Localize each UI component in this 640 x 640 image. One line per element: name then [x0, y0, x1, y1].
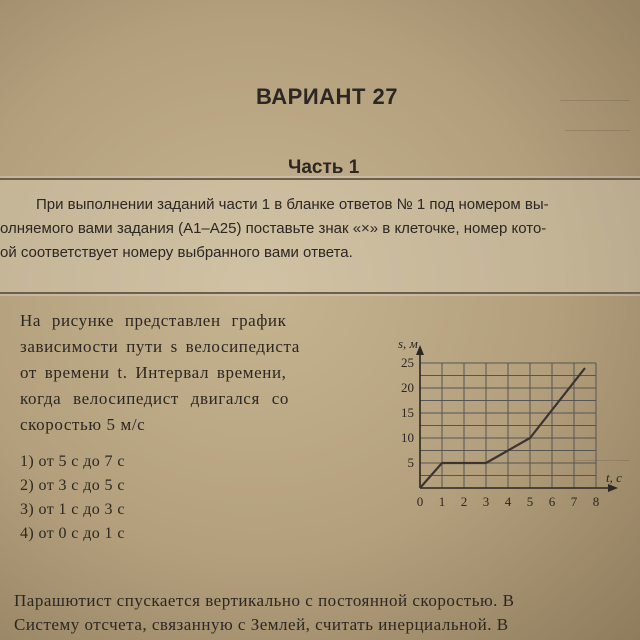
y-tick-label: 10 [401, 430, 414, 445]
x-tick-label: 6 [548, 494, 556, 509]
x-tick-label: 0 [416, 494, 424, 509]
x-tick-label: 4 [504, 494, 512, 509]
x-tick-label: 8 [592, 494, 600, 509]
answer-option-3: 3) от 1 с до 3 с [20, 501, 125, 518]
variant-title: ВАРИАНТ 27 [256, 84, 398, 109]
faint-bleed-through-2 [565, 130, 630, 131]
answer-option-4: 4) от 0 с до 1 с [20, 525, 125, 542]
instructions-line-1: При выполнении заданий части 1 в бланке ответов № 1 под номером вы- [36, 196, 549, 213]
x-tick-label: 2 [460, 494, 468, 509]
path-time-graph [380, 328, 630, 528]
graph-series [420, 368, 585, 488]
instructions-bottom-rule [0, 292, 640, 294]
question-line-5: скоростью 5 м/с [20, 415, 146, 434]
y-tick-label: 20 [401, 380, 414, 395]
y-tick-label: 5 [407, 455, 414, 470]
faint-bleed-through-3 [575, 460, 630, 461]
faint-bleed-through-1 [560, 100, 630, 101]
graph-grid [420, 363, 596, 488]
graph-ticks [401, 355, 599, 509]
x-tick-label: 5 [526, 494, 534, 509]
question-line-4: когда велосипедист двигался со [20, 389, 289, 408]
instructions-box [0, 176, 640, 296]
y-tick-label: 25 [401, 355, 414, 370]
series-line [420, 368, 585, 488]
answer-option-1: 1) от 5 с до 7 с [20, 453, 125, 470]
x-tick-label: 1 [438, 494, 446, 509]
part-title: Часть 1 [288, 157, 360, 178]
graph-axes [416, 345, 618, 492]
answer-option-2: 2) от 3 с до 5 с [20, 477, 125, 494]
question-line-2: зависимости пути s велосипедиста [20, 337, 300, 356]
instructions-line-2: олняемого вами задания (А1–А25) поставьте знак «×» в клеточке, номер кото- [0, 220, 547, 237]
instructions-top-rule [0, 178, 640, 180]
x-axis-label: t, с [606, 470, 622, 485]
instructions-line-3: ой соответствует номеру выбранного вами ответа. [0, 244, 353, 261]
y-axis-label: s, м [398, 336, 418, 351]
question-line-1: На рисунке представлен график [20, 311, 287, 330]
x-tick-label: 7 [570, 494, 578, 509]
next-question-line-2: Систему отсчета, связанную с Землей, считать инерциальной. В [14, 615, 509, 634]
question-line-3: от времени t. Интервал времени, [20, 363, 287, 382]
next-question-line-1: Парашютист спускается вертикально с постоянной скоростью. В [14, 591, 515, 610]
x-tick-label: 3 [482, 494, 490, 509]
x-axis-arrow [608, 484, 618, 492]
y-tick-label: 15 [401, 405, 414, 420]
